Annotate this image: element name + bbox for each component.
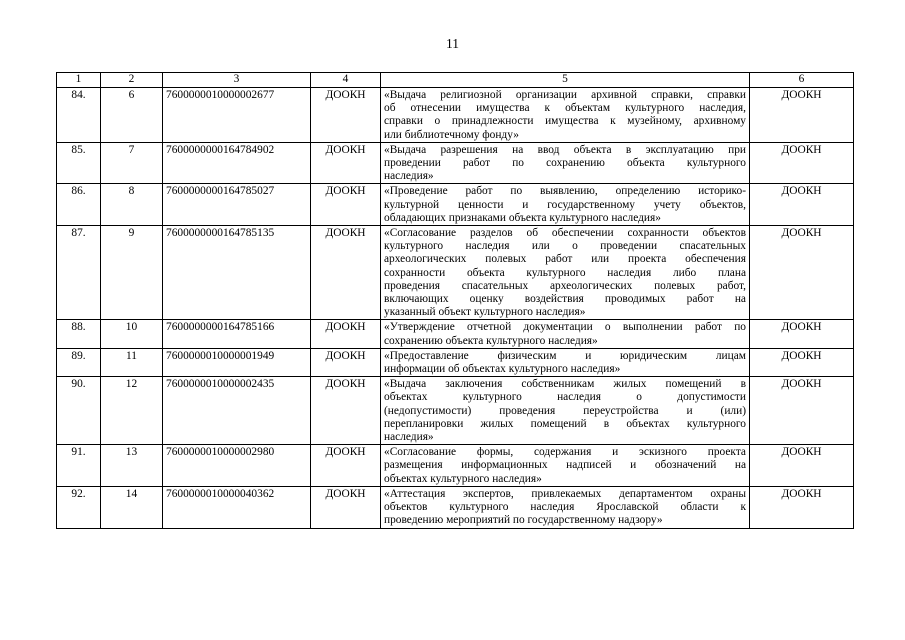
sub-number-cell: 7	[101, 142, 163, 184]
service-code-cell: 7600000000164784902	[163, 142, 311, 184]
service-description-cell	[381, 320, 750, 348]
row-number-cell: 90.	[57, 377, 101, 445]
organization-cell: ДООКН	[311, 320, 381, 348]
service-description-cell	[381, 88, 750, 143]
responsible-organization-cell: ДООКН	[750, 184, 854, 226]
service-code-cell: 7600000010000002980	[163, 445, 311, 487]
table-row	[57, 377, 854, 445]
service-description-cell	[381, 348, 750, 376]
table-row	[57, 226, 854, 320]
service-description-cell	[381, 377, 750, 445]
organization-cell: ДООКН	[311, 142, 381, 184]
responsible-organization-cell: ДООКН	[750, 320, 854, 348]
row-number-cell: 89.	[57, 348, 101, 376]
table-row	[57, 88, 854, 143]
organization-cell: ДООКН	[311, 348, 381, 376]
row-number-cell: 91.	[57, 445, 101, 487]
sub-number-cell: 9	[101, 226, 163, 320]
column-number-header: 1	[57, 73, 101, 88]
responsible-organization-cell: ДООКН	[750, 142, 854, 184]
description-line: культурной ценности и государственному учету объектов,	[384, 198, 746, 211]
description-line: объектов культурного наследия Ярославской области к	[384, 501, 746, 514]
row-number-cell: 87.	[57, 226, 101, 320]
sub-number-cell: 14	[101, 486, 163, 528]
description-line: наследия»	[384, 170, 434, 183]
service-description-cell	[381, 184, 750, 226]
table-row	[57, 320, 854, 348]
service-code-cell: 7600000000164785135	[163, 226, 311, 320]
column-number-header: 2	[101, 73, 163, 88]
sub-number-cell: 6	[101, 88, 163, 143]
column-number-header: 3	[163, 73, 311, 88]
description-line: справки о принадлежности имущества к музейному, архивному	[384, 115, 746, 128]
description-line: «Проведение работ по выявлению, определению историко-	[384, 185, 746, 198]
description-line: информации об объектах культурного наследия»	[384, 363, 621, 376]
description-line: перепланировки жилых помещений в объектах культурного	[384, 417, 746, 430]
description-line: «Согласование формы, содержания и эскизного проекта	[384, 446, 746, 459]
responsible-organization-cell: ДООКН	[750, 445, 854, 487]
sub-number-cell: 8	[101, 184, 163, 226]
description-line: «Выдача заключения собственникам жилых помещений в	[384, 378, 746, 391]
sub-number-cell: 13	[101, 445, 163, 487]
sub-number-cell: 11	[101, 348, 163, 376]
description-line: включающих оценку воздействия проводимых работ на	[384, 293, 746, 306]
service-code-cell: 7600000000164785027	[163, 184, 311, 226]
description-line: размещения информационных надписей и обозначений на	[384, 459, 746, 472]
table-row	[57, 348, 854, 376]
service-code-cell: 7600000010000002435	[163, 377, 311, 445]
row-number-cell: 85.	[57, 142, 101, 184]
description-line: проведения спасательных археологических полевых работ,	[384, 279, 746, 292]
description-line: объектах культурного наследия о допустимости	[384, 391, 746, 404]
column-number-header: 5	[381, 73, 750, 88]
responsible-organization-cell: ДООКН	[750, 486, 854, 528]
description-line: «Предоставление физическим и юридическим лицам	[384, 349, 746, 362]
service-code-cell: 7600000000164785166	[163, 320, 311, 348]
column-number-header: 4	[311, 73, 381, 88]
description-line: археологических полевых работ или проекта обеспечения	[384, 253, 746, 266]
description-line: проведению мероприятий по государственному надзору»	[384, 514, 663, 527]
organization-cell: ДООКН	[311, 226, 381, 320]
row-number-cell: 86.	[57, 184, 101, 226]
sub-number-cell: 12	[101, 377, 163, 445]
row-number-cell: 84.	[57, 88, 101, 143]
description-line: или библиотечному фонду»	[384, 128, 519, 141]
organization-cell: ДООКН	[311, 486, 381, 528]
column-number-row	[57, 73, 854, 88]
row-number-cell: 92.	[57, 486, 101, 528]
column-number-header: 6	[750, 73, 854, 88]
organization-cell: ДООКН	[311, 445, 381, 487]
service-code-cell: 7600000010000001949	[163, 348, 311, 376]
responsible-organization-cell: ДООКН	[750, 226, 854, 320]
responsible-organization-cell: ДООКН	[750, 348, 854, 376]
table-row	[57, 184, 854, 226]
service-description-cell	[381, 142, 750, 184]
description-line: культурного наследия или о проведении спасательных	[384, 240, 746, 253]
row-number-cell: 88.	[57, 320, 101, 348]
description-line: «Согласование разделов об обеспечении сохранности объектов	[384, 227, 746, 240]
description-line: «Утверждение отчетной документации о выполнении работ по	[384, 321, 746, 334]
description-line: объектах культурного наследия»	[384, 472, 542, 485]
description-line: (недопустимости) проведения переустройства и (или)	[384, 404, 746, 417]
description-line: сохранению объекта культурного наследия»	[384, 334, 598, 347]
page-number: 11	[446, 36, 459, 51]
description-line: обладающих признаками объекта культурного наследия»	[384, 211, 661, 224]
table-row	[57, 486, 854, 528]
services-table	[56, 72, 854, 529]
service-code-cell: 7600000010000002677	[163, 88, 311, 143]
service-description-cell	[381, 445, 750, 487]
description-line: проведении работ по сохранению объекта культурного	[384, 157, 746, 170]
responsible-organization-cell: ДООКН	[750, 377, 854, 445]
table-row	[57, 142, 854, 184]
services-table-body	[57, 73, 854, 529]
service-code-cell: 7600000010000040362	[163, 486, 311, 528]
description-line: указанный объект культурного наследия»	[384, 306, 586, 319]
organization-cell: ДООКН	[311, 377, 381, 445]
table-row	[57, 445, 854, 487]
description-line: «Аттестация экспертов, привлекаемых департаментом охраны	[384, 487, 746, 500]
sub-number-cell: 10	[101, 320, 163, 348]
description-line: «Выдача разрешения на ввод объекта в эксплуатацию при	[384, 143, 746, 156]
description-line: сохранности объекта культурного наследия либо плана	[384, 266, 746, 279]
organization-cell: ДООКН	[311, 184, 381, 226]
organization-cell: ДООКН	[311, 88, 381, 143]
responsible-organization-cell: ДООКН	[750, 88, 854, 143]
description-line: наследия»	[384, 431, 434, 444]
service-description-cell	[381, 486, 750, 528]
description-line: об отнесении имущества к объектам культурного наследия,	[384, 102, 746, 115]
service-description-cell	[381, 226, 750, 320]
description-line: «Выдача религиозной организации архивной справки, справки	[384, 89, 746, 101]
